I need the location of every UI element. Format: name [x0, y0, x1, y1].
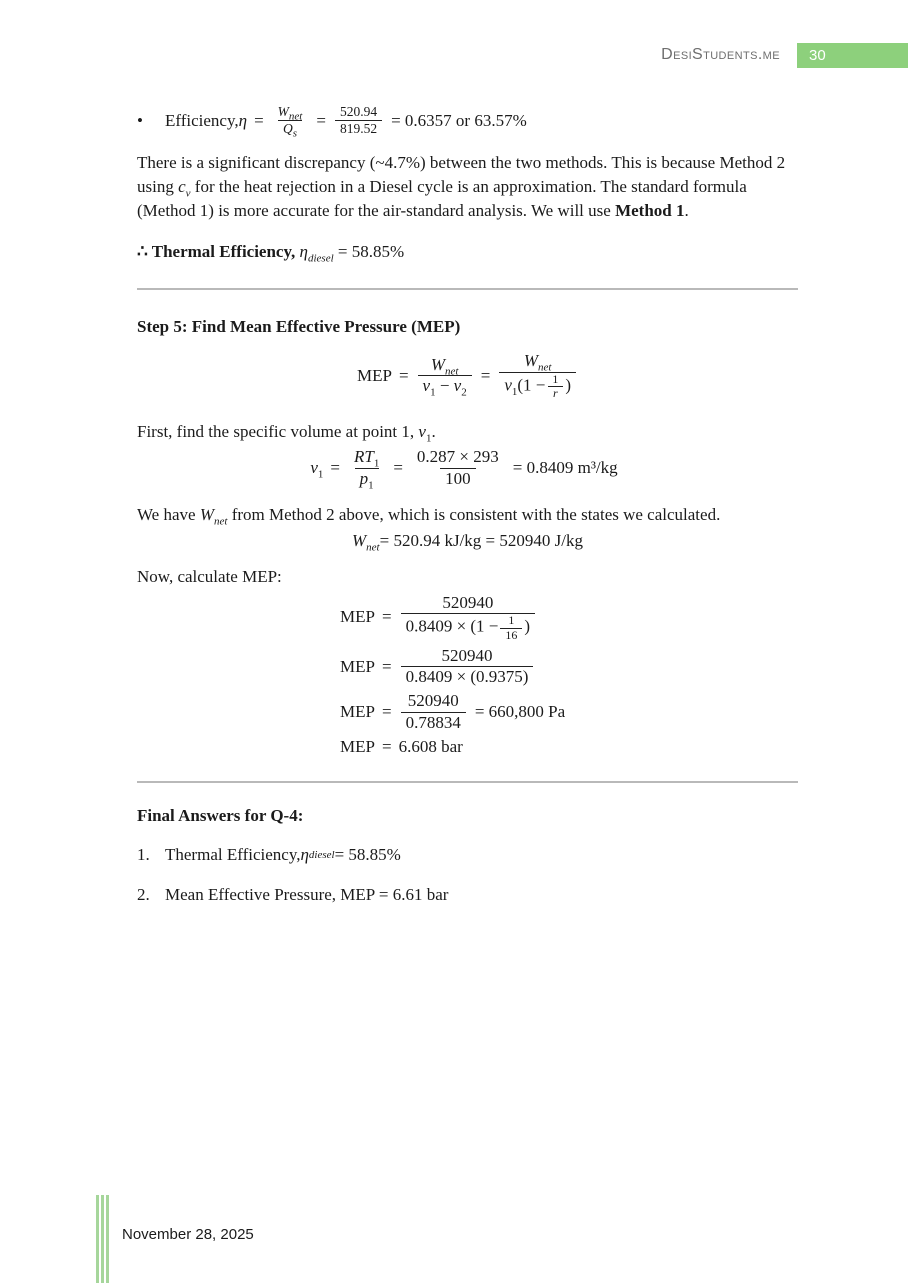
- equals-sign: =: [316, 110, 326, 130]
- green-bar: [101, 1195, 104, 1283]
- document-content: [0, 104, 908, 907]
- mep-equation-4: MEP = 6.608 bar: [340, 737, 463, 757]
- wnet-qs-fraction: [273, 104, 308, 140]
- page-number-badge: 30: [797, 43, 908, 68]
- list-index: 2.: [137, 885, 150, 905]
- eta-symbol: η: [238, 110, 248, 130]
- fraction-denominator: 819.52: [335, 120, 382, 137]
- rt1-over-p1: $\frac{RT_1}{p_1}$: [353, 447, 380, 491]
- mep-lhs: MEP: [356, 365, 392, 385]
- eta-symbol: η: [299, 242, 308, 262]
- wnet-over-v1-expansion: $W_{net}$ $v_1(1$ − $\frac{1}{r}$ ): [499, 351, 576, 400]
- equals-sign: =: [381, 656, 392, 676]
- mep-calculation-block: [340, 593, 798, 757]
- equals-sign: =: [381, 702, 392, 722]
- bullet-marker: •: [137, 110, 143, 130]
- list-index: 1.: [137, 845, 150, 865]
- mep-equation-2: MEP = $\frac{520940}{0.8409 \times (0.9375)}$: [340, 646, 798, 688]
- efficiency-label: Efficiency,: [165, 110, 239, 130]
- equals-sign: =: [393, 458, 403, 478]
- numeric-fraction: $\frac{0.287 \times 293}{100}$: [416, 447, 499, 488]
- equals-sign: =: [398, 365, 409, 385]
- footer-date: November 28, 2025: [122, 1226, 254, 1243]
- final-answer-2: 2. Mean Effective Pressure, MEP = 6.61 bar: [137, 883, 798, 907]
- page-header: [0, 42, 908, 68]
- section-divider: [137, 288, 798, 290]
- specific-volume-intro: First, find the specific volume at point 1, $v_1$.: [137, 422, 436, 445]
- one-over-r: $\frac{1}{r}$: [547, 373, 563, 400]
- mep-equation-3: MEP = $\frac{520940}{0.78834}$ = 660,800 Pa: [340, 691, 566, 732]
- thermal-efficiency-conclusion: ∴ Thermal Efficiency, $\eta_{diesel} = 58.85\%$: [137, 242, 405, 265]
- equals-sign: =: [381, 607, 392, 627]
- wnet-value: = 520.94 kJ/kg = 520940 J/kg: [379, 530, 583, 550]
- wnet-equation: $W_{net}$ = 520.94 kJ/kg = 520940 J/kg: [352, 530, 583, 554]
- wnet-over-v1-v2: $\frac{W_{net}}{v_1 - v_2}$: [418, 355, 472, 397]
- footer-accent-bars: [96, 1195, 109, 1283]
- wnet-paragraph: We have $W_{net}$ from Method 2 above, which is consistent with the states we calculated.: [137, 504, 721, 528]
- site-name: DesiStudents.me: [661, 46, 780, 63]
- equals-sign: =: [254, 110, 264, 130]
- equals-sign: =: [330, 458, 340, 478]
- efficiency-bullet-line: [137, 104, 798, 140]
- numeric-fraction: [335, 104, 382, 137]
- mep-bar-result: 6.608 bar: [398, 737, 463, 757]
- v1-result: = 0.8409 m³/kg: [512, 458, 618, 478]
- green-bar: [106, 1195, 109, 1283]
- method-1-bold: Method 1: [615, 201, 685, 221]
- final-answers-heading: Final Answers for Q-4:: [137, 806, 304, 826]
- section-divider: [137, 781, 798, 783]
- mep-definition-formula: [137, 351, 798, 400]
- discrepancy-paragraph: There is a significant discrepancy (~4.7%) between the two methods. This is because Method 2 using $c_v$ for the heat rejection in a Diesel cycle is an approximation. The standard formula (Method 1) is more accurate for the air-standard analysis. We will use Method 1.: [137, 153, 786, 221]
- green-bar: [96, 1195, 99, 1283]
- step5-heading: Step 5: Find Mean Effective Pressure (MEP): [137, 317, 461, 337]
- fraction-numerator: 520.94: [339, 104, 378, 119]
- fraction-numerator: $W_{net}$: [277, 104, 303, 123]
- efficiency-result: = 0.6357 or 63.57%: [391, 110, 527, 130]
- cv-symbol: c: [178, 177, 186, 197]
- one-over-sixteen: $\frac{1}{16}$: [500, 614, 522, 641]
- equals-sign: =: [480, 365, 491, 385]
- mep-pa-result: = 660,800 Pa: [474, 702, 566, 722]
- equals-sign: =: [381, 737, 392, 757]
- v1-formula: $v_1$ = $\frac{RT_1}{p_1}$ = $\frac{0.287 \times 293}{100}$ = 0.8409 m³/kg: [310, 447, 618, 491]
- eta-symbol: η: [300, 845, 309, 865]
- final-answer-1: 1. Thermal Efficiency, η diesel = 58.85%: [137, 843, 798, 867]
- fraction-denominator: $Q_s$: [278, 120, 302, 137]
- mep-equation-1: MEP = 520940 0.8409 × (1 − $\frac{1}{16}$ ): [340, 593, 798, 642]
- mep-calc-intro: Now, calculate MEP:: [137, 566, 282, 586]
